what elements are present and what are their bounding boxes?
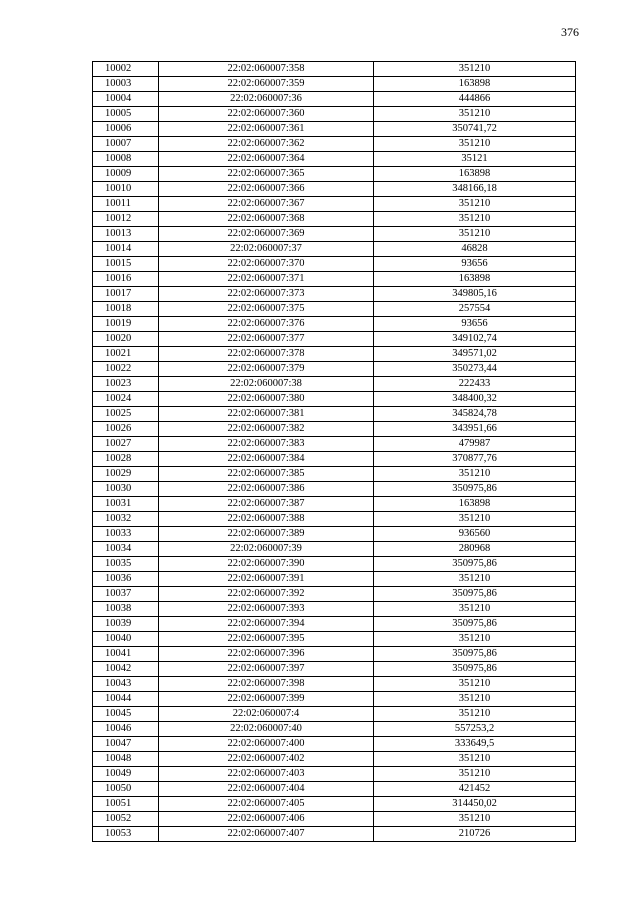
table-row — [93, 452, 576, 467]
row-number-cell: 10051 — [93, 797, 159, 812]
row-number-cell: 10009 — [93, 167, 159, 182]
table-row — [93, 182, 576, 197]
value-cell: 343951,66 — [374, 422, 576, 437]
cadastral-number-cell: 22:02:060007:396 — [159, 647, 374, 662]
cadastral-number-cell: 22:02:060007:39 — [159, 542, 374, 557]
value-cell: 444866 — [374, 92, 576, 107]
table-row — [93, 287, 576, 302]
row-number-cell: 10040 — [93, 632, 159, 647]
cadastral-number-cell: 22:02:060007:381 — [159, 407, 374, 422]
value-cell: 280968 — [374, 542, 576, 557]
value-cell: 351210 — [374, 107, 576, 122]
cadastral-number-cell: 22:02:060007:398 — [159, 677, 374, 692]
cadastral-number-cell: 22:02:060007:392 — [159, 587, 374, 602]
value-cell: 351210 — [374, 632, 576, 647]
value-cell: 257554 — [374, 302, 576, 317]
value-cell: 333649,5 — [374, 737, 576, 752]
value-cell: 351210 — [374, 602, 576, 617]
table-row — [93, 662, 576, 677]
row-number-cell: 10045 — [93, 707, 159, 722]
value-cell: 351210 — [374, 467, 576, 482]
row-number-cell: 10017 — [93, 287, 159, 302]
table-row — [93, 602, 576, 617]
table-row — [93, 527, 576, 542]
value-cell: 421452 — [374, 782, 576, 797]
value-cell: 351210 — [374, 512, 576, 527]
value-cell: 350273,44 — [374, 362, 576, 377]
row-number-cell: 10047 — [93, 737, 159, 752]
table-row — [93, 437, 576, 452]
table-row — [93, 107, 576, 122]
cadastral-number-cell: 22:02:060007:382 — [159, 422, 374, 437]
table-row — [93, 212, 576, 227]
value-cell: 349102,74 — [374, 332, 576, 347]
cadastral-number-cell: 22:02:060007:407 — [159, 827, 374, 842]
row-number-cell: 10046 — [93, 722, 159, 737]
table-row — [93, 557, 576, 572]
cadastral-number-cell: 22:02:060007:373 — [159, 287, 374, 302]
cadastral-number-cell: 22:02:060007:383 — [159, 437, 374, 452]
value-cell: 557253,2 — [374, 722, 576, 737]
row-number-cell: 10026 — [93, 422, 159, 437]
value-cell: 479987 — [374, 437, 576, 452]
value-cell: 163898 — [374, 167, 576, 182]
row-number-cell: 10044 — [93, 692, 159, 707]
table-row — [93, 332, 576, 347]
cadastral-number-cell: 22:02:060007:37 — [159, 242, 374, 257]
row-number-cell: 10020 — [93, 332, 159, 347]
row-number-cell: 10005 — [93, 107, 159, 122]
table-row — [93, 122, 576, 137]
table-row — [93, 722, 576, 737]
table-row — [93, 347, 576, 362]
row-number-cell: 10049 — [93, 767, 159, 782]
row-number-cell: 10008 — [93, 152, 159, 167]
row-number-cell: 10052 — [93, 812, 159, 827]
row-number-cell: 10013 — [93, 227, 159, 242]
row-number-cell: 10053 — [93, 827, 159, 842]
cadastral-number-cell: 22:02:060007:395 — [159, 632, 374, 647]
row-number-cell: 10025 — [93, 407, 159, 422]
cadastral-number-cell: 22:02:060007:365 — [159, 167, 374, 182]
cadastral-number-cell: 22:02:060007:387 — [159, 497, 374, 512]
row-number-cell: 10035 — [93, 557, 159, 572]
cadastral-number-cell: 22:02:060007:380 — [159, 392, 374, 407]
table-row — [93, 827, 576, 842]
row-number-cell: 10012 — [93, 212, 159, 227]
cadastral-number-cell: 22:02:060007:364 — [159, 152, 374, 167]
value-cell: 350975,86 — [374, 647, 576, 662]
cadastral-number-cell: 22:02:060007:378 — [159, 347, 374, 362]
value-cell: 222433 — [374, 377, 576, 392]
data-table — [92, 61, 576, 842]
cadastral-number-cell: 22:02:060007:405 — [159, 797, 374, 812]
row-number-cell: 10018 — [93, 302, 159, 317]
value-cell: 351210 — [374, 572, 576, 587]
table-row — [93, 272, 576, 287]
table-row — [93, 587, 576, 602]
table-row — [93, 497, 576, 512]
row-number-cell: 10019 — [93, 317, 159, 332]
value-cell: 350975,86 — [374, 482, 576, 497]
row-number-cell: 10006 — [93, 122, 159, 137]
value-cell: 163898 — [374, 497, 576, 512]
table-row — [93, 677, 576, 692]
row-number-cell: 10010 — [93, 182, 159, 197]
value-cell: 163898 — [374, 77, 576, 92]
value-cell: 351210 — [374, 197, 576, 212]
value-cell: 163898 — [374, 272, 576, 287]
cadastral-number-cell: 22:02:060007:4 — [159, 707, 374, 722]
value-cell: 351210 — [374, 62, 576, 77]
cadastral-number-cell: 22:02:060007:389 — [159, 527, 374, 542]
table-row — [93, 407, 576, 422]
cadastral-number-cell: 22:02:060007:399 — [159, 692, 374, 707]
value-cell: 93656 — [374, 257, 576, 272]
row-number-cell: 10032 — [93, 512, 159, 527]
row-number-cell: 10015 — [93, 257, 159, 272]
value-cell: 351210 — [374, 137, 576, 152]
table-row — [93, 467, 576, 482]
table-row — [93, 797, 576, 812]
table-row — [93, 392, 576, 407]
cadastral-number-cell: 22:02:060007:404 — [159, 782, 374, 797]
row-number-cell: 10016 — [93, 272, 159, 287]
table-row — [93, 77, 576, 92]
row-number-cell: 10039 — [93, 617, 159, 632]
cadastral-number-cell: 22:02:060007:376 — [159, 317, 374, 332]
table-row — [93, 632, 576, 647]
row-number-cell: 10003 — [93, 77, 159, 92]
table-row — [93, 707, 576, 722]
table-row — [93, 242, 576, 257]
cadastral-number-cell: 22:02:060007:386 — [159, 482, 374, 497]
cadastral-number-cell: 22:02:060007:388 — [159, 512, 374, 527]
row-number-cell: 10007 — [93, 137, 159, 152]
cadastral-number-cell: 22:02:060007:38 — [159, 377, 374, 392]
table-row — [93, 512, 576, 527]
value-cell: 35121 — [374, 152, 576, 167]
table-row — [93, 617, 576, 632]
table-row — [93, 572, 576, 587]
value-cell: 350975,86 — [374, 587, 576, 602]
row-number-cell: 10031 — [93, 497, 159, 512]
row-number-cell: 10030 — [93, 482, 159, 497]
cadastral-number-cell: 22:02:060007:397 — [159, 662, 374, 677]
value-cell: 93656 — [374, 317, 576, 332]
row-number-cell: 10004 — [93, 92, 159, 107]
cadastral-number-cell: 22:02:060007:360 — [159, 107, 374, 122]
table-row — [93, 647, 576, 662]
value-cell: 350741,72 — [374, 122, 576, 137]
row-number-cell: 10021 — [93, 347, 159, 362]
value-cell: 350975,86 — [374, 662, 576, 677]
row-number-cell: 10029 — [93, 467, 159, 482]
cadastral-number-cell: 22:02:060007:40 — [159, 722, 374, 737]
value-cell: 351210 — [374, 707, 576, 722]
row-number-cell: 10041 — [93, 647, 159, 662]
table-row — [93, 62, 576, 77]
value-cell: 348400,32 — [374, 392, 576, 407]
row-number-cell: 10042 — [93, 662, 159, 677]
row-number-cell: 10043 — [93, 677, 159, 692]
cadastral-number-cell: 22:02:060007:371 — [159, 272, 374, 287]
value-cell: 351210 — [374, 767, 576, 782]
cadastral-number-cell: 22:02:060007:367 — [159, 197, 374, 212]
cadastral-number-cell: 22:02:060007:391 — [159, 572, 374, 587]
value-cell: 210726 — [374, 827, 576, 842]
table-row — [93, 362, 576, 377]
table-row — [93, 767, 576, 782]
cadastral-number-cell: 22:02:060007:369 — [159, 227, 374, 242]
table-row — [93, 692, 576, 707]
value-cell: 350975,86 — [374, 617, 576, 632]
cadastral-number-cell: 22:02:060007:362 — [159, 137, 374, 152]
table-row — [93, 737, 576, 752]
cadastral-number-cell: 22:02:060007:400 — [159, 737, 374, 752]
table-row — [93, 152, 576, 167]
value-cell: 351210 — [374, 812, 576, 827]
row-number-cell: 10050 — [93, 782, 159, 797]
page-number: 376 — [561, 25, 579, 39]
cadastral-number-cell: 22:02:060007:377 — [159, 332, 374, 347]
row-number-cell: 10002 — [93, 62, 159, 77]
value-cell: 46828 — [374, 242, 576, 257]
value-cell: 351210 — [374, 227, 576, 242]
cadastral-number-cell: 22:02:060007:368 — [159, 212, 374, 227]
cadastral-number-cell: 22:02:060007:390 — [159, 557, 374, 572]
table-row — [93, 752, 576, 767]
row-number-cell: 10027 — [93, 437, 159, 452]
table-row — [93, 167, 576, 182]
row-number-cell: 10034 — [93, 542, 159, 557]
value-cell: 349571,02 — [374, 347, 576, 362]
row-number-cell: 10038 — [93, 602, 159, 617]
cadastral-number-cell: 22:02:060007:358 — [159, 62, 374, 77]
row-number-cell: 10033 — [93, 527, 159, 542]
table-row — [93, 227, 576, 242]
row-number-cell: 10024 — [93, 392, 159, 407]
value-cell: 351210 — [374, 692, 576, 707]
cadastral-number-cell: 22:02:060007:384 — [159, 452, 374, 467]
value-cell: 345824,78 — [374, 407, 576, 422]
value-cell: 351210 — [374, 212, 576, 227]
table-row — [93, 782, 576, 797]
row-number-cell: 10036 — [93, 572, 159, 587]
cadastral-number-cell: 22:02:060007:385 — [159, 467, 374, 482]
row-number-cell: 10048 — [93, 752, 159, 767]
row-number-cell: 10023 — [93, 377, 159, 392]
cadastral-number-cell: 22:02:060007:36 — [159, 92, 374, 107]
table-row — [93, 137, 576, 152]
value-cell: 350975,86 — [374, 557, 576, 572]
cadastral-number-cell: 22:02:060007:394 — [159, 617, 374, 632]
cadastral-number-cell: 22:02:060007:366 — [159, 182, 374, 197]
table-row — [93, 92, 576, 107]
cadastral-number-cell: 22:02:060007:393 — [159, 602, 374, 617]
value-cell: 314450,02 — [374, 797, 576, 812]
table-body — [93, 62, 576, 842]
table-row — [93, 257, 576, 272]
cadastral-number-cell: 22:02:060007:370 — [159, 257, 374, 272]
value-cell: 351210 — [374, 752, 576, 767]
row-number-cell: 10014 — [93, 242, 159, 257]
table-row — [93, 422, 576, 437]
cadastral-number-cell: 22:02:060007:379 — [159, 362, 374, 377]
value-cell: 351210 — [374, 677, 576, 692]
table-row — [93, 542, 576, 557]
table-row — [93, 482, 576, 497]
cadastral-number-cell: 22:02:060007:403 — [159, 767, 374, 782]
table-row — [93, 317, 576, 332]
table-row — [93, 302, 576, 317]
value-cell: 936560 — [374, 527, 576, 542]
row-number-cell: 10037 — [93, 587, 159, 602]
cadastral-number-cell: 22:02:060007:359 — [159, 77, 374, 92]
row-number-cell: 10011 — [93, 197, 159, 212]
cadastral-number-cell: 22:02:060007:375 — [159, 302, 374, 317]
table-row — [93, 812, 576, 827]
value-cell: 349805,16 — [374, 287, 576, 302]
cadastral-number-cell: 22:02:060007:406 — [159, 812, 374, 827]
cadastral-number-cell: 22:02:060007:402 — [159, 752, 374, 767]
row-number-cell: 10022 — [93, 362, 159, 377]
table-row — [93, 377, 576, 392]
row-number-cell: 10028 — [93, 452, 159, 467]
value-cell: 370877,76 — [374, 452, 576, 467]
cadastral-number-cell: 22:02:060007:361 — [159, 122, 374, 137]
value-cell: 348166,18 — [374, 182, 576, 197]
table-row — [93, 197, 576, 212]
